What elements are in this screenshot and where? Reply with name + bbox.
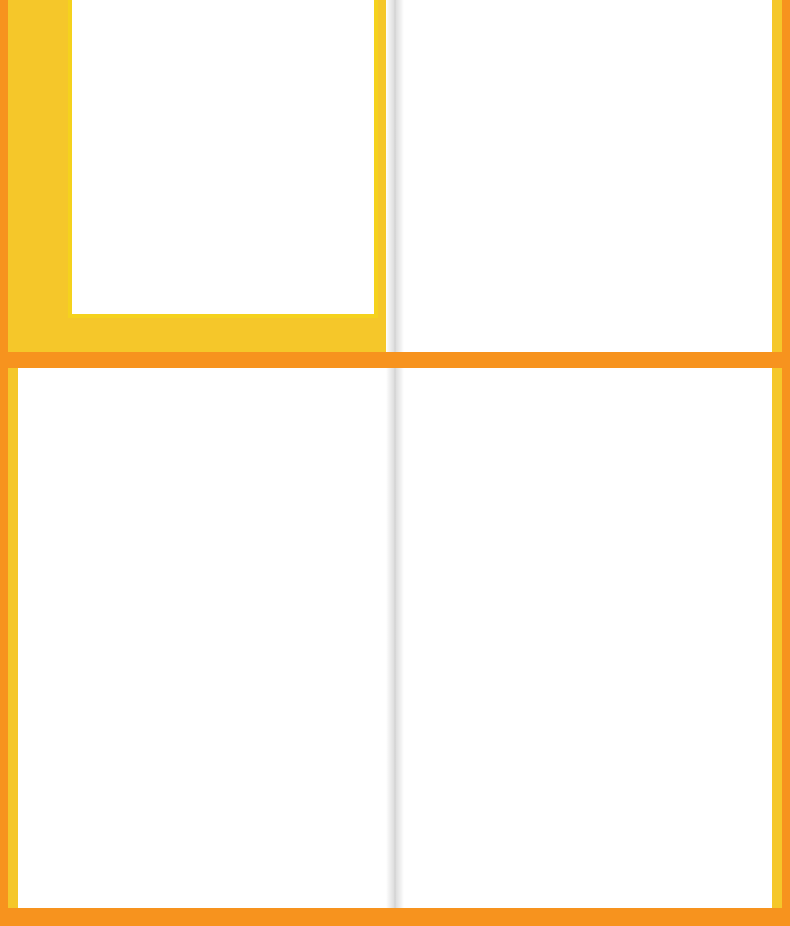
page-1 [396, 0, 772, 352]
top-spread [8, 0, 782, 352]
book-fold [386, 0, 404, 352]
page-9 [396, 368, 772, 908]
table-of-contents [68, 0, 378, 318]
toc-page [18, 0, 394, 352]
bottom-spread [8, 368, 782, 908]
book-fold [386, 368, 404, 908]
page-8 [18, 368, 394, 908]
